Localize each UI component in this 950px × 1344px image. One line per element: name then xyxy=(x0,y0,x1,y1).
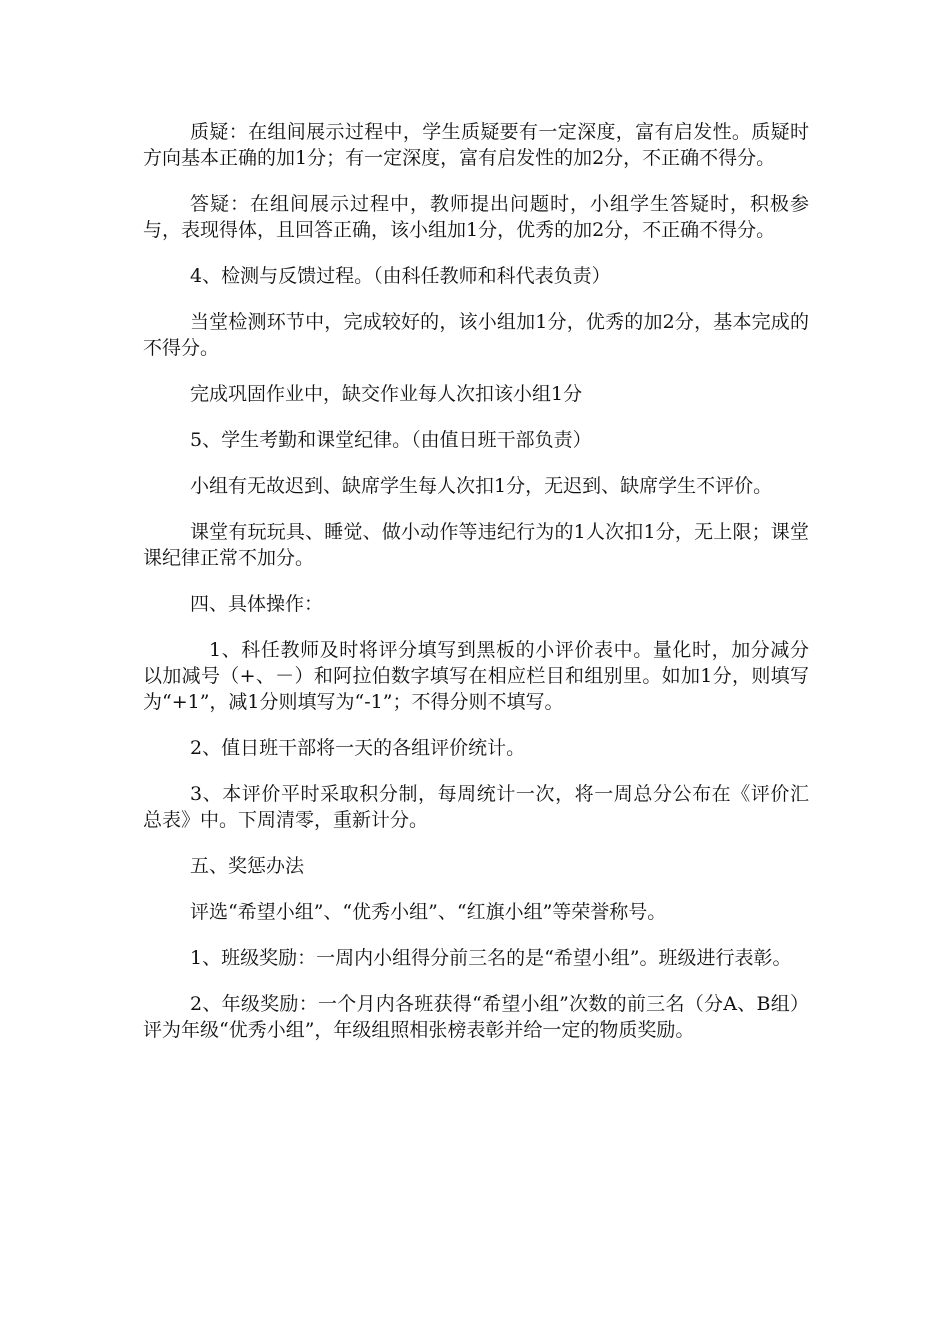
paragraph-attendance: 小组有无故迟到、缺席学生每人次扣1分，无迟到、缺席学生不评价。 xyxy=(190,475,773,497)
paragraph-operation-1: 1、科任教师及时将评分填写到黑板的小评价表中。量化时，加分减分以加减号（+、－）和阿拉伯数字填写在相应栏目和组别里。如加1分，则填写为“+1”，减1分则填写为“-1”；不得分则不填写。 xyxy=(143,639,809,713)
heading-detection-feedback: 4、检测与反馈过程。（由科任教师和科代表负责） xyxy=(190,265,611,287)
paragraph-in-class-test: 当堂检测环节中，完成较好的，该小组加1分，优秀的加2分，基本完成的不得分。 xyxy=(143,311,809,359)
paragraph-discipline: 课堂有玩玩具、睡觉、做小动作等违纪行为的1人次扣1分，无上限；课堂课纪律正常不加分。 xyxy=(143,521,809,569)
paragraph-answering: 答疑：在组间展示过程中，教师提出问题时，小组学生答疑时，积极参与，表现得体，且回答正确，该小组加1分，优秀的加2分，不正确不得分。 xyxy=(143,193,809,241)
paragraph-class-reward: 1、班级奖励：一周内小组得分前三名的是“希望小组”。班级进行表彰。 xyxy=(190,947,792,969)
paragraph-questioning: 质疑：在组间展示过程中，学生质疑要有一定深度，富有启发性。质疑时方向基本正确的加1分；有一定深度，富有启发性的加2分，不正确不得分。 xyxy=(143,121,809,169)
paragraph-operation-2: 2、值日班干部将一天的各组评价统计。 xyxy=(190,737,526,759)
section-heading-rewards: 五、奖惩办法 xyxy=(190,855,305,877)
document-body xyxy=(143,119,809,1043)
paragraph-grade-reward: 2、年级奖励：一个月内各班获得“希望小组”次数的前三名（分A、B组）评为年级“优秀小组”，年级组照相张榜表彰并给一定的物质奖励。 xyxy=(143,993,809,1041)
paragraph-operation-3: 3、本评价平时采取积分制，每周统计一次，将一周总分公布在《评价汇总表》中。下周清零，重新计分。 xyxy=(143,783,809,831)
section-heading-operation: 四、具体操作： xyxy=(190,593,324,615)
heading-attendance-discipline: 5、学生考勤和课堂纪律。（由值日班干部负责） xyxy=(190,429,592,451)
paragraph-homework: 完成巩固作业中，缺交作业每人次扣该小组1分 xyxy=(190,383,583,405)
paragraph-honor-titles: 评选“希望小组”、“优秀小组”、“红旗小组”等荣誉称号。 xyxy=(190,901,667,923)
